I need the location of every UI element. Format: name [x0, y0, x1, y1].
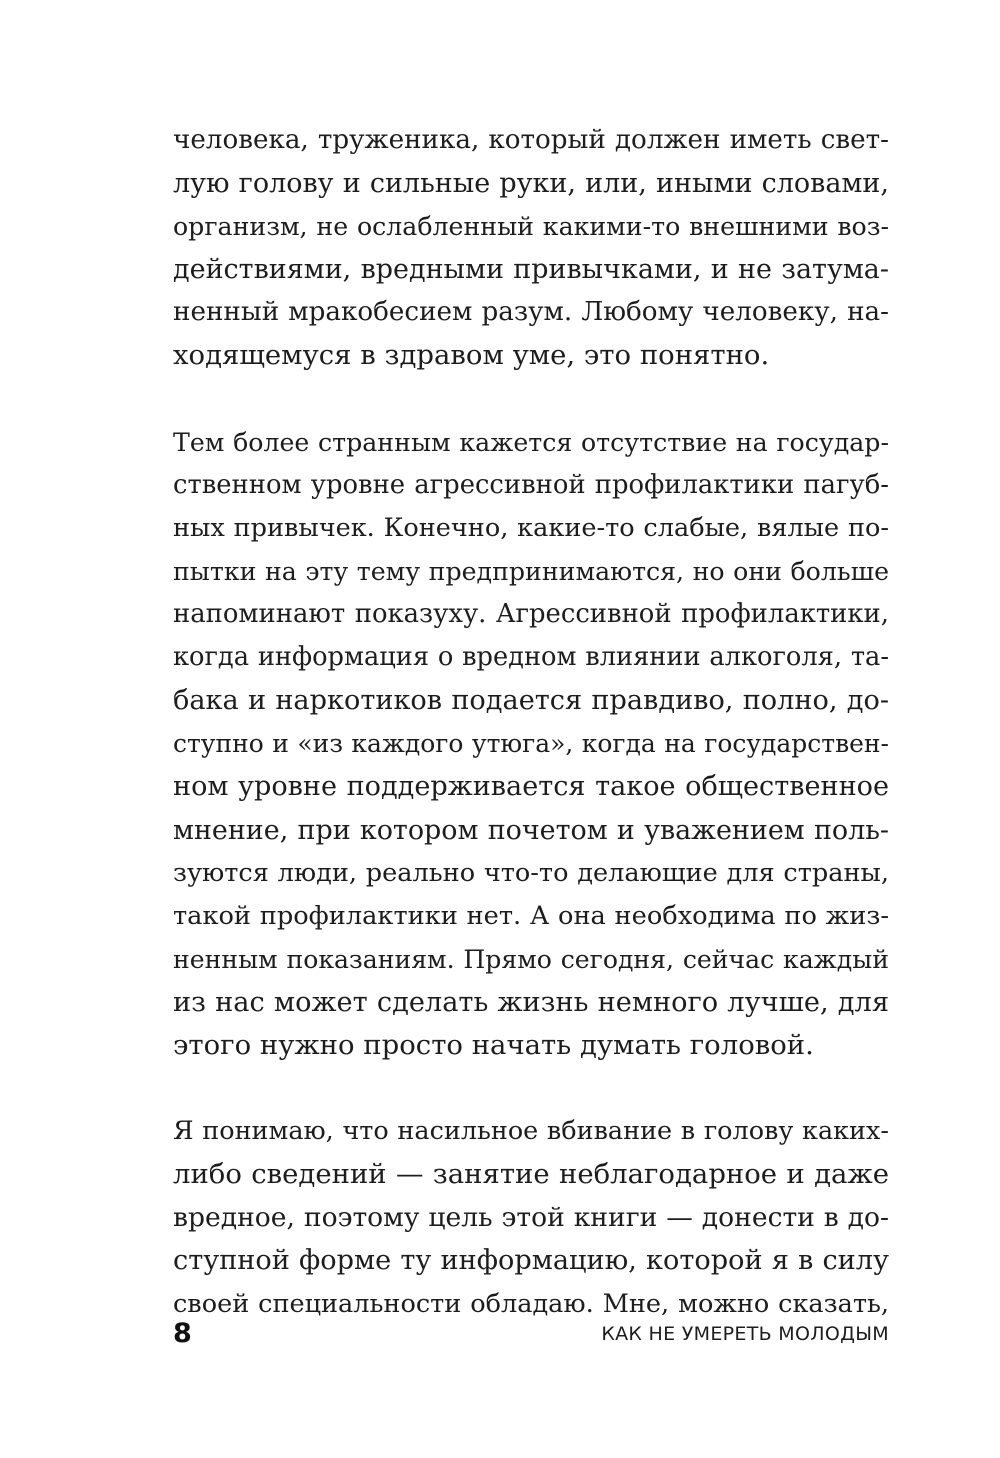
text-line: Я понимаю, что насильное вбивание в голову каких-	[173, 1116, 889, 1147]
text-line: бака и наркотиков подается правдиво, полно, до-	[173, 685, 889, 717]
text-line: организм, не ослабленный какими-то внешними воз-	[173, 212, 889, 242]
text-line: ступной форме ту информацию, которой я в силу	[173, 1245, 889, 1277]
paragraph-2	[173, 421, 889, 1067]
text-line: зуются люди, реально что-то делающие для страны,	[173, 857, 889, 888]
text-line: ственном уровне агрессивной профилактики пагуб-	[173, 469, 889, 500]
text-line: мнение, при котором почетом и уважением поль-	[173, 814, 889, 846]
text-line: такой профилактики нет. А она необходима по жиз-	[173, 900, 889, 931]
text-line: человека, труженика, который должен иметь свет-	[173, 125, 889, 155]
text-line: вредное, поэтому цель этой книги — донести в до-	[173, 1202, 889, 1234]
text-line: когда информация о вредном влиянии алкоголя, та-	[173, 642, 889, 673]
text-line: ходящемуся в здравом уме, это понятно.	[173, 339, 770, 372]
text-line: ном уровне поддерживается такое общественное	[173, 771, 889, 803]
text-line: ненным показаниям. Прямо сегодня, сейчас каждый	[173, 944, 889, 974]
text-line: этого нужно просто начать думать головой.	[173, 1028, 814, 1061]
paragraph-spacer	[173, 1067, 889, 1110]
text-line: из нас может сделать жизнь немного лучше, для	[173, 986, 889, 1018]
running-title: КАК НЕ УМЕРЕТЬ МОЛОДЫМ	[601, 1323, 889, 1345]
text-line: действиями, вредными привычками, и не затума-	[173, 254, 889, 286]
paragraph-3	[173, 1110, 889, 1325]
text-line: своей специальности обладаю. Мне, можно сказать,	[173, 1288, 889, 1319]
text-line: ненный мракобесием разум. Любому человеку, на-	[173, 297, 889, 328]
text-line: лую голову и сильные руки, или, иными словами,	[173, 168, 889, 200]
page-number: 8	[173, 1318, 192, 1349]
text-line: ступно и «из каждого утюга», когда на государствен-	[173, 729, 889, 759]
paragraph-1	[173, 119, 889, 378]
text-line: ных привычек. Конечно, какие-то слабые, вялые по-	[173, 512, 889, 543]
text-line: либо сведений — занятие неблагодарное и даже	[173, 1158, 889, 1191]
text-line: напоминают показуху. Агрессивной профилактики,	[173, 599, 889, 630]
text-line: Тем более странным кажется отсутствие на государ-	[173, 427, 889, 457]
page-body	[173, 119, 889, 1326]
paragraph-spacer	[173, 378, 889, 421]
page-footer	[173, 1312, 889, 1356]
text-line: пытки на эту тему предпринимаются, но они больше	[173, 556, 889, 586]
